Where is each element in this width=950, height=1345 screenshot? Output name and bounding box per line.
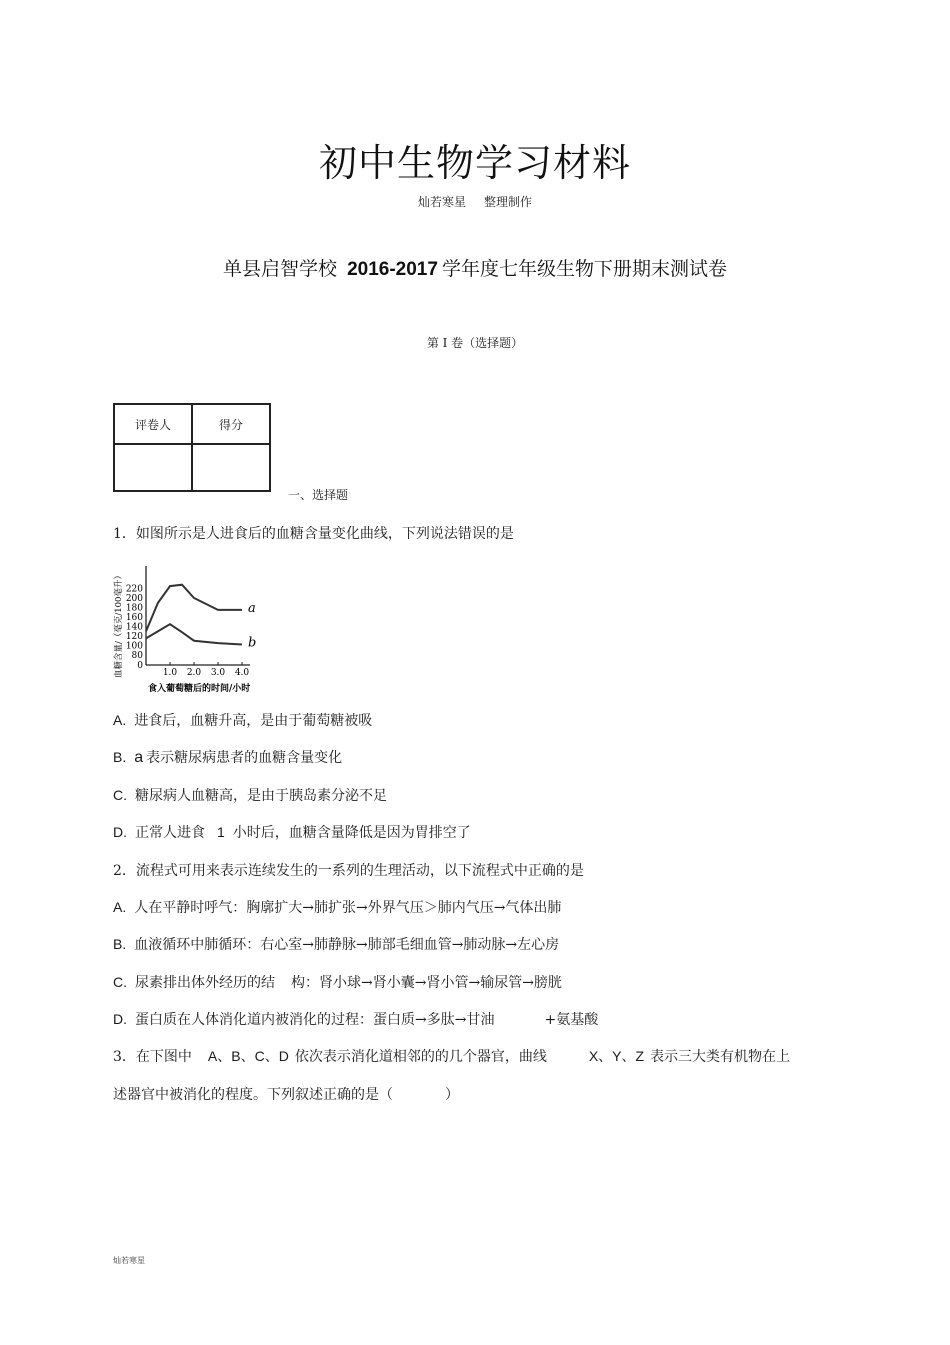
q1-b-letter: a xyxy=(134,749,144,766)
x-tick-label: 2.0 xyxy=(186,668,202,678)
x-tick-label: 3.0 xyxy=(210,668,226,678)
q1-option-a[interactable] xyxy=(113,710,372,730)
q2-stem: 2．流程式可用来表示连续发生的一系列的生理活动，以下流程式中正确的是 xyxy=(113,863,584,879)
x-axis-title: 食入葡萄糖后的时间/小时 xyxy=(148,684,251,694)
q1-option-b[interactable] xyxy=(113,747,342,767)
y-tick-label: 180 xyxy=(125,603,143,614)
q1-d-text2: 小时后，血糖含量降低是因为胃排空了 xyxy=(232,825,471,841)
q3-line2-part2: ） xyxy=(445,1087,459,1103)
q3-organ-letters: A、B、C、D xyxy=(207,1048,289,1064)
q1-b-text: 表示糖尿病患者的血糖含量变化 xyxy=(146,750,343,766)
q1-d-label: D. xyxy=(113,824,127,840)
score-cell[interactable] xyxy=(192,444,270,491)
y-tick-label: 0 xyxy=(137,661,143,671)
q1-option-d[interactable] xyxy=(113,822,471,842)
q2-option-b[interactable] xyxy=(113,934,559,954)
q1-a-label: A. xyxy=(113,712,127,728)
q2-d-text1: 蛋白质在人体消化道内被消化的过程：蛋白质→多肽→甘油 xyxy=(135,1012,495,1028)
q2-b-text: 血液循环中肺循环：右心室→肺静脉→肺部毛细血管→肺动脉→左心房 xyxy=(134,937,560,953)
footer-author: 灿若寒星 xyxy=(113,1256,145,1265)
y-tick-label: 220 xyxy=(125,584,143,595)
q1-c-text: 糖尿病人血糖高，是由于胰岛素分泌不足 xyxy=(135,788,387,804)
q2-d-label: D. xyxy=(113,1011,127,1027)
q2-b-label: B. xyxy=(113,936,127,952)
production-note: 整理制作 xyxy=(484,195,533,209)
y-tick-label: 200 xyxy=(125,594,143,604)
q1-d-num: 1 xyxy=(217,824,225,840)
q3-line2-part1: 述器官中被消化的程度。下列叙述正确的是（ xyxy=(113,1087,393,1103)
q2-c-label: C. xyxy=(113,974,127,990)
q3-stem-line2 xyxy=(113,1084,459,1104)
y-tick-label: 100 xyxy=(125,641,143,652)
volume-title: 第 I 卷（选择题） xyxy=(426,336,524,350)
series-b-line xyxy=(146,624,242,644)
q3-stem xyxy=(113,1046,790,1066)
grader-header: 评卷人 xyxy=(114,404,192,444)
score-header: 得分 xyxy=(192,404,270,444)
y-tick-label: 80 xyxy=(131,651,143,661)
q2-c-text2: 构：肾小球→肾小囊→肾小管→输尿管→膀胱 xyxy=(291,975,562,991)
q2-option-c[interactable] xyxy=(113,972,562,992)
q1-stem: 1．如图所示是人进食后的血糖含量变化曲线，下列说法错误的是 xyxy=(113,526,514,542)
q1-a-text: 进食后，血糖升高，是由于葡萄糖被吸 xyxy=(134,713,373,729)
q3-curve-letters: X、Y、Z xyxy=(588,1048,645,1064)
q2-c-text1: 尿素排出体外经历的结 xyxy=(135,975,275,991)
section-heading: 一、选择题 xyxy=(288,488,349,502)
q3-stem-part3: 表示三大类有机物在上 xyxy=(650,1049,791,1065)
q2-a-text: 人在平静时呼气：胸廓扩大→肺扩张→外界气压＞肺内气压→气体出肺 xyxy=(134,900,562,916)
q3-stem-part2: 依次表示消化道相邻的的几个器官，曲线 xyxy=(294,1049,547,1065)
blood-sugar-chart xyxy=(110,558,285,698)
q1-c-label: C. xyxy=(113,787,127,803)
q2-option-a[interactable] xyxy=(113,897,561,917)
exam-title xyxy=(0,254,950,281)
series-b-label: b xyxy=(248,635,257,651)
x-tick-label: 4.0 xyxy=(234,668,250,678)
y-tick-label: 120 xyxy=(125,632,143,642)
page-title: 初中生物学习材料 xyxy=(318,141,631,185)
school-year: 2016-2017 xyxy=(347,259,438,280)
author: 灿若寒星 xyxy=(417,195,466,209)
series-a-label: a xyxy=(248,600,256,616)
q3-stem-part1: 3．在下图中 xyxy=(113,1049,192,1065)
y-axis-title: 血糖含量/（毫克/100毫升） xyxy=(114,571,124,678)
school-name: 单县启智学校 xyxy=(223,258,338,280)
y-tick-label: 140 xyxy=(125,622,143,633)
q2-option-d[interactable] xyxy=(113,1009,598,1029)
x-tick-label: 1.0 xyxy=(162,668,178,678)
q1-b-label: B. xyxy=(113,749,127,765)
subtitle xyxy=(0,193,950,210)
y-tick-label: 160 xyxy=(125,613,143,623)
score-table xyxy=(113,403,271,492)
q1-option-c[interactable] xyxy=(113,785,387,805)
q2-a-label: A. xyxy=(113,899,127,915)
q1-d-text1: 正常人进食 xyxy=(135,825,205,841)
q2-d-text2: +氨基酸 xyxy=(544,1012,599,1028)
series-a-line xyxy=(146,585,242,632)
grader-cell[interactable] xyxy=(114,444,192,491)
exam-name: 学年度七年级生物下册期末测试卷 xyxy=(441,258,727,280)
